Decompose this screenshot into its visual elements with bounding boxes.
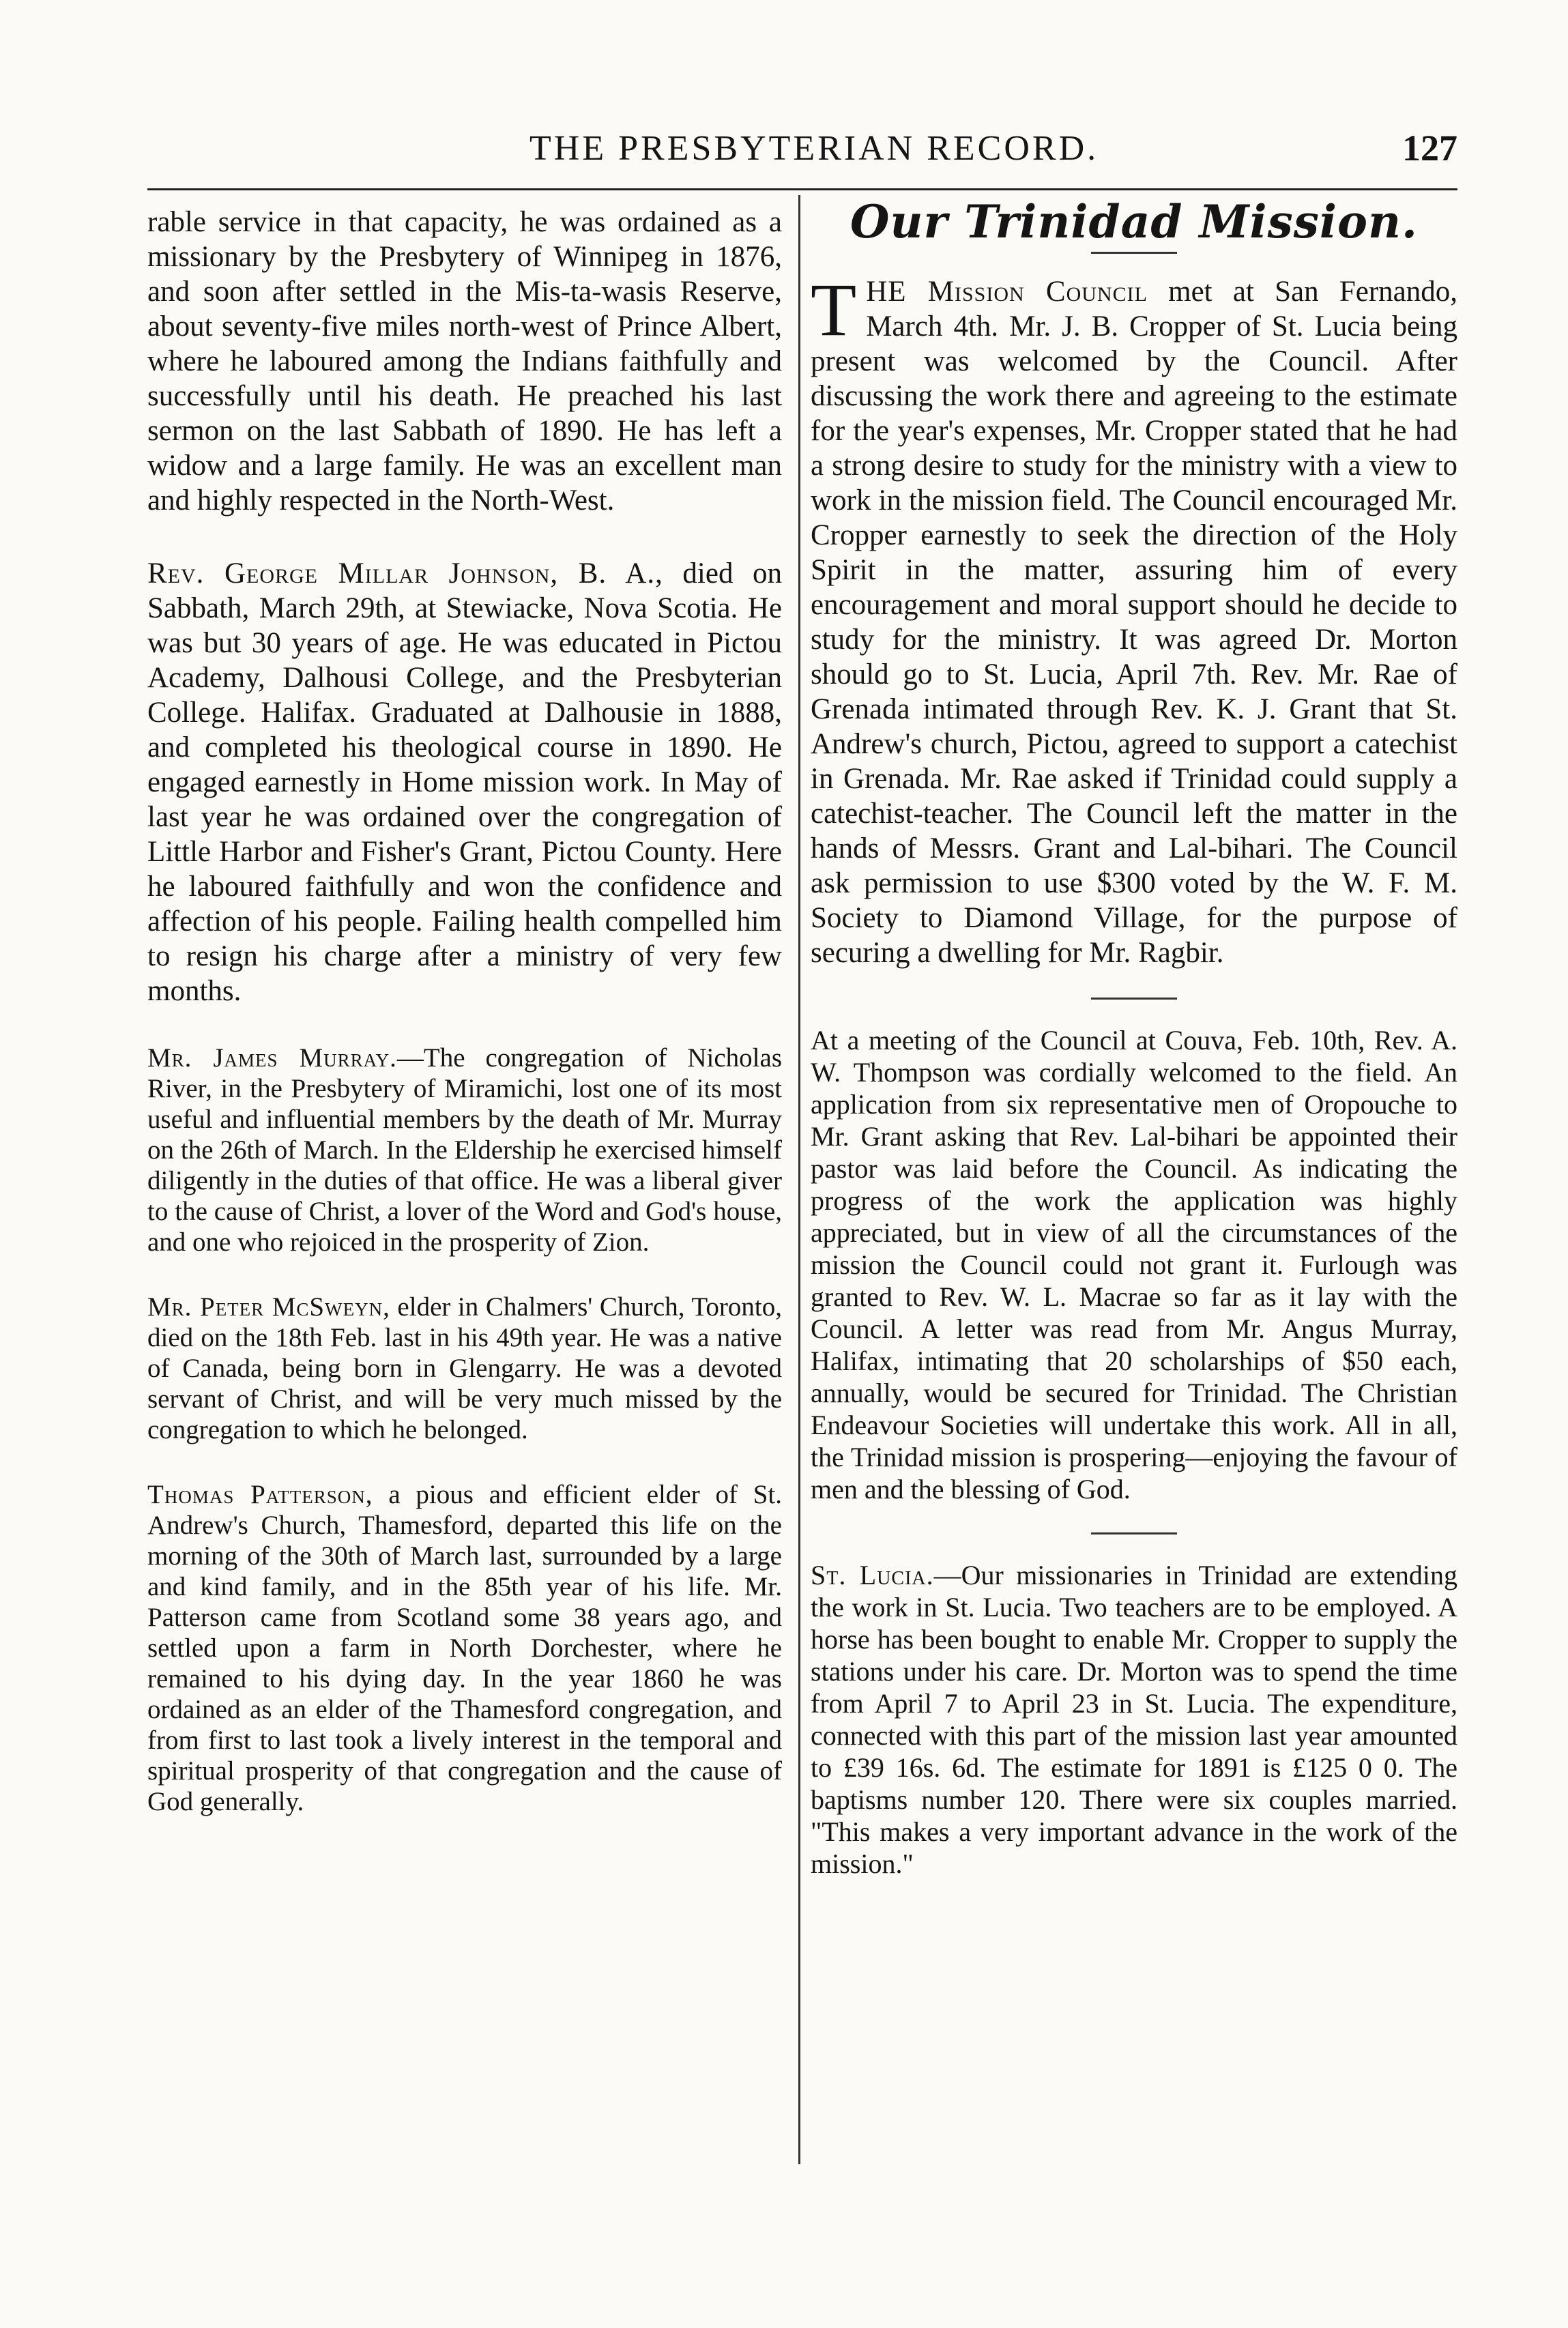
obituary-mcsweyn: Mr. Peter McSweyn, elder in Chalmers' Church, Toronto, died on the 18th Feb. last in his 49th year. He was a native of Canada, being born in Glengarry. He was a devoted servant of Christ, and will be very much missed by the congregation to which he belonged. (147, 1292, 782, 1444)
name-st-lucia: St. Lucia. (811, 1560, 934, 1590)
column-divider (798, 195, 800, 2164)
obituary-johnson: Rev. George Millar Johnson, B. A., died on Sabbath, March 29th, at Stewiacke, Nova Scotia. He was but 30 years of age. He was educated in Pictou Academy, Dalhousi College, and the Presbyterian College. Halifax. Graduated at Dalhousie in 1888, and completed his theological course in 1890. He engaged earnestly in Home mission work. In May of last year he was ordained over the congregation of Little Harbor and Fisher's Grant, Pictou County. Here he laboured faithfully and won the confidence and affection of his people. Failing health compelled him to resign his charge after a ministry of very few months. (147, 557, 782, 1007)
heading-rule (1091, 252, 1177, 254)
couva-meeting: At a meeting of the Council at Couva, Feb. 10th, Rev. A. W. Thompson was cordially welcomed to the field. An application from six representative men of Oropouche to Mr. Grant asking that Rev. Lal-bihari be appointed their pastor was laid before the Council. As indicating the progress of the work the application was highly appreciated, but in view of all the circumstances of the mission the Council could not grant it. Furlough was granted to Rev. W. L. Macrae so far as it lay with the Council. A letter was read from Mr. Angus Murray, Halifax, intimating that 20 scholarships of $50 each, annually, would be secured for Trinidad. The Christian Endeavour Societies will undertake this work. All in all, the Trinidad mission is prospering—enjoying the favour of men and the blessing of God. (811, 1025, 1457, 1504)
header-rule (147, 188, 1457, 190)
name-murray: Mr. James Murray. (147, 1043, 397, 1073)
obituary-murray: Mr. James Murray.—The congregation of Nicholas River, in the Presbytery of Miramichi, lost one of its most useful and influential members by the death of Mr. Murray on the 26th of March. In the Eldership he exercised himself diligently in the duties of that office. He was a liberal giver to the cause of Christ, a lover of the Word and God's house, and one who rejoiced in the prosperity of Zion. (147, 1043, 783, 1257)
name-mcsweyn: Mr. Peter McSweyn, (147, 1292, 390, 1322)
section-rule-2 (1091, 1532, 1177, 1534)
council-report: THE Mission Council met at San Fernando, March 4th. Mr. J. B. Cropper of St. Lucia being present was welcomed by the Council. After discussing the work there and agreeing to the estimate for the year's expenses, Mr. Cropper stated that he had a strong desire to study for the ministry with a view to work in the mission field. The Council encouraged Mr. Cropper earnestly to seek the direction of the Holy Spirit in the matter, assuring him of every encouragement and moral support should he decide to study for the ministry. It was agreed Dr. Morton should go to St. Lucia, April 7th. Rev. Mr. Rae of Grenada intimated through Rev. K. J. Grant that St. Andrew's church, Pictou, agreed to support a catechist in Grenada. Mr. Rae asked if Trinidad could supply a catechist-teacher. The Council left the matter in the hands of Messrs. Grant and Lal-bihari. The Council ask permission to use $300 voted by the W. F. M. Society to Diamond Village, for the purpose of securing a dwelling for Mr. Ragbir. (811, 268, 1457, 969)
running-title: THE PRESBYTERIAN RECORD. (529, 129, 1099, 168)
name-patterson: Thomas Patterson, (147, 1480, 373, 1509)
drop-cap: T (811, 268, 857, 351)
right-column (811, 195, 1457, 1880)
left-column (147, 205, 782, 1817)
section-rule (1091, 998, 1177, 1000)
name-johnson: Rev. George Millar Johnson, B. A., (147, 557, 663, 590)
page-header (147, 123, 1457, 177)
obituary-patterson: Thomas Patterson, a pious and efficient elder of St. Andrew's Church, Thamesford, departed this life on the morning of the 30th of March last, surrounded by a large and kind family, and in the 85th year of his life. Mr. Patterson came from Scotland some 38 years ago, and settled upon a farm in North Dorchester, where he remained to his dying day. In the year 1860 he was ordained as an elder of the Thamesford congregation, and from first to last took a lively interest in the temporal and spiritual prosperity of that congregation and the cause of God generally. (147, 1480, 782, 1816)
section-heading: Our Trinidad Mission. (850, 195, 1418, 248)
page-number: 127 (1402, 128, 1457, 169)
st-lucia-report: St. Lucia.—Our missionaries in Trinidad are extending the work in St. Lucia. Two teachers are to be employed. A horse has been bought to enable Mr. Cropper to supply the stations under his care. Dr. Morton was to spend the time from April 7 to April 23 in St. Lucia. The expenditure, connected with this part of the mission last year amounted to £39 16s. 6d. The estimate for 1891 is £125 0 0. The baptisms number 120. There were six couples married. "This makes a very important advance in the work of the mission." (811, 1560, 1457, 1879)
obituary-continued: rable service in that capacity, he was ordained as a missionary by the Presbytery of Winnipeg in 1876, and soon after settled in the Mis-ta-wasis Reserve, about seventy-five miles north-west of Prince Albert, where he laboured among the Indians faithfully and successfully until his death. He preached his last sermon on the last Sabbath of 1890. He has left a widow and a large family. He was an excellent man and highly respected in the North-West. (147, 206, 782, 516)
